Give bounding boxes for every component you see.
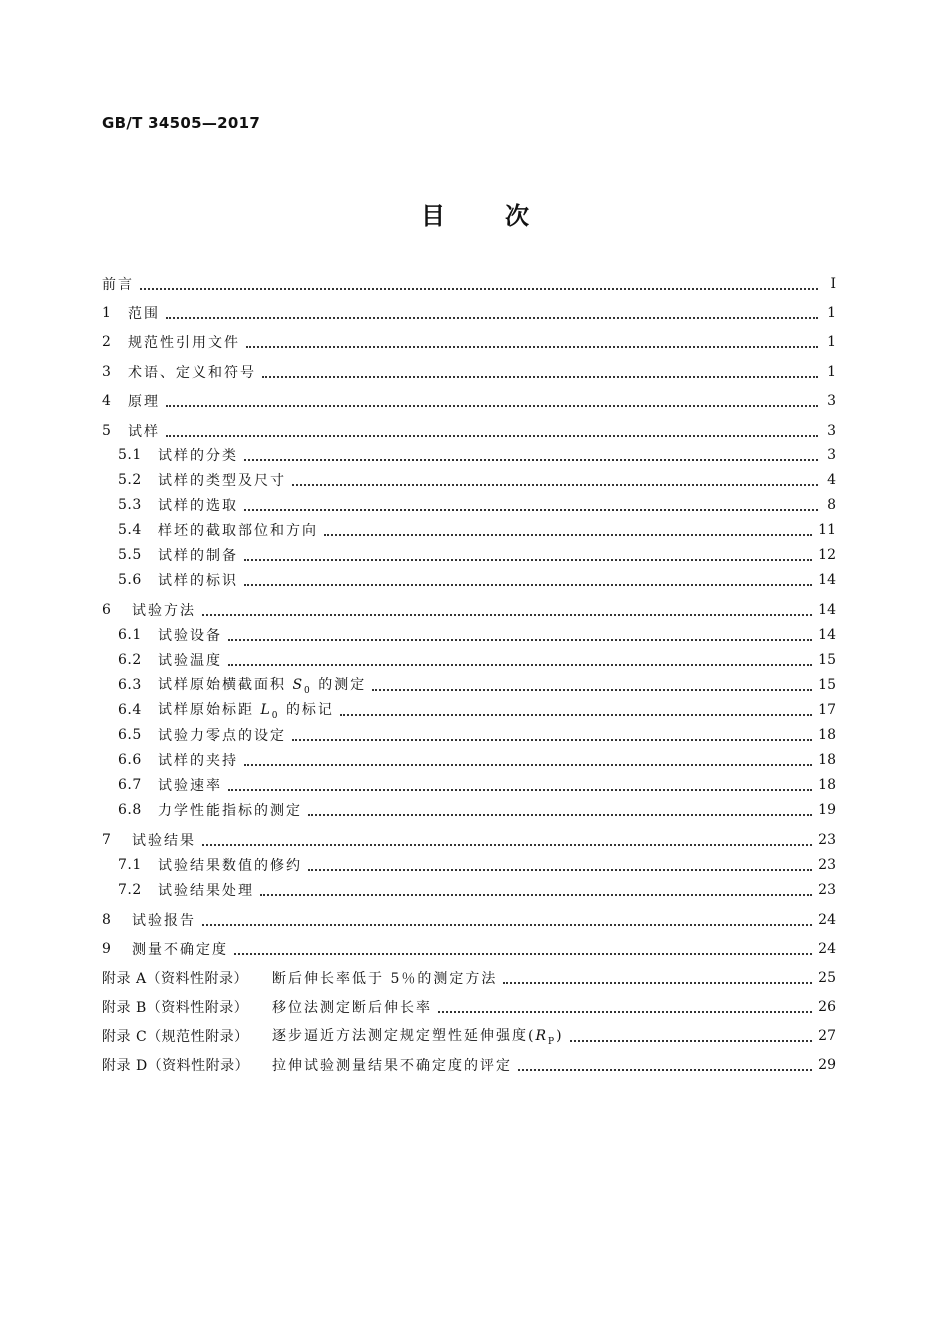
- toc-label: 测量不确定度: [132, 942, 228, 958]
- leader-dots: [166, 391, 818, 407]
- toc-label: 前言: [102, 277, 134, 293]
- toc-number: 附录 D（资料性附录）: [102, 1058, 250, 1074]
- toc-label-pre: 逐步逼近方法测定规定塑性延伸强度(: [272, 1028, 536, 1045]
- toc-entry-5-4[interactable]: [118, 518, 836, 542]
- toc-label-post: 的测定: [318, 677, 367, 694]
- leader-dots: [308, 855, 812, 871]
- toc-entry-6[interactable]: [102, 598, 836, 622]
- leader-dots: [244, 545, 812, 561]
- toc-entry-2[interactable]: [102, 330, 836, 354]
- leader-dots: [140, 274, 818, 290]
- standard-code: GB/T 34505—2017: [102, 114, 261, 132]
- toc-label: 试样的选取: [158, 498, 238, 514]
- toc-entry-5-5[interactable]: [118, 543, 836, 567]
- toc-number: 6.6: [118, 752, 142, 768]
- leader-dots: [518, 1055, 812, 1071]
- toc-label: 拉伸试验测量结果不确定度的评定: [272, 1058, 512, 1074]
- toc-entry-6-8[interactable]: [118, 798, 836, 822]
- toc-page: 14: [818, 627, 836, 643]
- toc-number: 6.4: [118, 702, 142, 718]
- toc-number: 7: [102, 832, 112, 848]
- toc-entry-6-5[interactable]: [118, 723, 836, 747]
- leader-dots: [166, 421, 818, 437]
- toc-page: 3: [827, 447, 836, 463]
- toc-label: [158, 699, 334, 721]
- title-char-2: 次: [505, 202, 529, 230]
- toc-label: 断后伸长率低于 5％的测定方法: [272, 971, 498, 987]
- toc-number: 5.3: [118, 497, 142, 513]
- toc-entry-5-6[interactable]: [118, 568, 836, 592]
- toc-entry-7-2[interactable]: [118, 878, 836, 902]
- toc-number: 6.1: [118, 627, 142, 643]
- leader-dots: [244, 445, 818, 461]
- toc-page: 19: [818, 802, 836, 818]
- page-title: [0, 196, 950, 231]
- toc-entry-6-6[interactable]: [118, 748, 836, 772]
- toc-entry-5-1[interactable]: [118, 443, 836, 467]
- toc-entry-8[interactable]: [102, 908, 836, 932]
- toc-entry-6-4[interactable]: [118, 698, 836, 722]
- toc-page: 18: [818, 752, 836, 768]
- toc-label: 试样的制备: [158, 548, 238, 564]
- leader-dots: [340, 700, 812, 716]
- toc-number: 6.5: [118, 727, 142, 743]
- toc-entry-appendix-c[interactable]: [102, 1024, 836, 1048]
- toc-page: 25: [818, 970, 836, 986]
- toc-page: 1: [827, 334, 836, 350]
- toc-number: 5.2: [118, 472, 142, 488]
- toc-label-post: ): [556, 1028, 564, 1045]
- toc-label-pre: 试样原始标距: [158, 702, 254, 719]
- toc-entry-9[interactable]: [102, 937, 836, 961]
- symbol-s: S: [292, 677, 305, 694]
- leader-dots: [244, 570, 812, 586]
- toc-page: 3: [827, 423, 836, 439]
- toc-number: 1: [102, 305, 112, 321]
- symbol-subscript: 0: [271, 710, 280, 721]
- toc-label: 试样的夹持: [158, 753, 238, 769]
- symbol-subscript: P: [548, 1036, 557, 1047]
- toc-number: 6.2: [118, 652, 142, 668]
- toc-entry-3[interactable]: [102, 360, 836, 384]
- toc-entry-5-3[interactable]: [118, 493, 836, 517]
- toc-page: 24: [818, 941, 836, 957]
- toc-label: 样坯的截取部位和方向: [158, 523, 318, 539]
- toc-page: 24: [818, 912, 836, 928]
- leader-dots: [246, 332, 818, 348]
- leader-dots: [202, 910, 812, 926]
- toc-page: 3: [827, 393, 836, 409]
- toc-label: [158, 674, 366, 696]
- toc-entry-5[interactable]: [102, 419, 836, 443]
- toc-number: 5: [102, 423, 112, 439]
- toc-page: 18: [818, 727, 836, 743]
- leader-dots: [228, 650, 812, 666]
- toc-number: 6.3: [118, 677, 142, 693]
- toc-label: 试验设备: [158, 628, 222, 644]
- leader-dots: [244, 750, 812, 766]
- symbol-r: R: [535, 1028, 549, 1045]
- toc-number: 7.1: [118, 857, 142, 873]
- toc-label: 范围: [128, 306, 160, 322]
- toc-label: 试验结果: [132, 833, 196, 849]
- toc-number: 附录 A（资料性附录）: [102, 971, 249, 987]
- toc-label: 移位法测定断后伸长率: [272, 1000, 432, 1016]
- toc-number: 8: [102, 912, 112, 928]
- toc-number: 5.4: [118, 522, 142, 538]
- title-char-1: 目: [421, 202, 445, 230]
- leader-dots: [228, 775, 812, 791]
- leader-dots: [570, 1026, 813, 1042]
- toc-page: 17: [818, 702, 836, 718]
- toc-page: 14: [818, 572, 836, 588]
- leader-dots: [262, 362, 818, 378]
- toc-page: 1: [827, 364, 836, 380]
- leader-dots: [372, 675, 812, 691]
- toc-label: 术语、定义和符号: [128, 365, 256, 381]
- toc-label: 试样: [128, 424, 160, 440]
- toc-number: 附录 C（规范性附录）: [102, 1029, 249, 1045]
- toc-entry-1[interactable]: [102, 301, 836, 325]
- toc-entry-appendix-a[interactable]: [102, 966, 836, 990]
- toc-page: 1: [827, 305, 836, 321]
- toc-page: 15: [818, 677, 836, 693]
- toc-label: 试样的分类: [158, 448, 238, 464]
- toc-page: 23: [818, 832, 836, 848]
- leader-dots: [234, 939, 812, 955]
- toc-label: 试样的类型及尺寸: [158, 473, 286, 489]
- toc-page: 12: [818, 547, 836, 563]
- toc-number: 5.5: [118, 547, 142, 563]
- toc-label: 原理: [128, 394, 160, 410]
- toc-label: [272, 1025, 564, 1047]
- leader-dots: [503, 968, 812, 984]
- toc-number: 5.1: [118, 447, 142, 463]
- toc-page: 27: [818, 1028, 836, 1044]
- toc-entry-5-2[interactable]: [118, 468, 836, 492]
- toc-number: 5.6: [118, 572, 142, 588]
- toc-page: Ⅰ: [830, 276, 836, 292]
- toc-page: 23: [818, 857, 836, 873]
- toc-label: 试样的标识: [158, 573, 238, 589]
- toc-page: 18: [818, 777, 836, 793]
- toc-entry-6-3[interactable]: [118, 673, 836, 697]
- toc-label: 试验结果数值的修约: [158, 858, 302, 874]
- toc-label: 试验温度: [158, 653, 222, 669]
- toc-entry-7[interactable]: [102, 828, 836, 852]
- toc-page: 29: [818, 1057, 836, 1073]
- toc-page: 4: [827, 472, 836, 488]
- toc-label: 试验结果处理: [158, 883, 254, 899]
- toc-page: 11: [818, 522, 836, 538]
- toc-number: 附录 B（资料性附录）: [102, 1000, 249, 1016]
- toc-page: 14: [818, 602, 836, 618]
- leader-dots: [202, 600, 812, 616]
- toc-label: 试验报告: [132, 913, 196, 929]
- toc-number: 7.2: [118, 882, 142, 898]
- leader-dots: [438, 997, 812, 1013]
- toc-number: 6: [102, 602, 112, 618]
- toc-page: 23: [818, 882, 836, 898]
- symbol-l: L: [260, 702, 272, 719]
- leader-dots: [260, 880, 812, 896]
- symbol-subscript: 0: [304, 685, 312, 696]
- toc-label: 试验方法: [132, 603, 196, 619]
- toc-label-post: 的标记: [285, 702, 334, 719]
- toc-entry-6-2[interactable]: [118, 648, 836, 672]
- leader-dots: [292, 470, 818, 486]
- toc-entry-preface[interactable]: [102, 272, 836, 296]
- toc-entry-6-1[interactable]: [118, 623, 836, 647]
- toc-entry-4[interactable]: [102, 389, 836, 413]
- toc-entry-appendix-d[interactable]: [102, 1053, 836, 1077]
- toc-entry-6-7[interactable]: [118, 773, 836, 797]
- toc-number: 6.8: [118, 802, 142, 818]
- toc-number: 4: [102, 393, 112, 409]
- leader-dots: [308, 800, 812, 816]
- leader-dots: [244, 495, 818, 511]
- toc-label: 试验速率: [158, 778, 222, 794]
- toc-label: 力学性能指标的测定: [158, 803, 302, 819]
- toc-page: 8: [827, 497, 836, 513]
- toc-number: 6.7: [118, 777, 142, 793]
- toc-label: 规范性引用文件: [128, 335, 240, 351]
- toc-number: 9: [102, 941, 112, 957]
- leader-dots: [228, 625, 812, 641]
- leader-dots: [166, 303, 818, 319]
- toc-label: 试验力零点的设定: [158, 728, 286, 744]
- toc-number: 2: [102, 334, 112, 350]
- toc-entry-appendix-b[interactable]: [102, 995, 836, 1019]
- toc-page: 15: [818, 652, 836, 668]
- toc-page: 26: [818, 999, 836, 1015]
- toc-label-pre: 试样原始横截面积: [158, 677, 286, 694]
- toc-entry-7-1[interactable]: [118, 853, 836, 877]
- leader-dots: [202, 830, 812, 846]
- toc-number: 3: [102, 364, 112, 380]
- leader-dots: [292, 725, 812, 741]
- leader-dots: [324, 520, 812, 536]
